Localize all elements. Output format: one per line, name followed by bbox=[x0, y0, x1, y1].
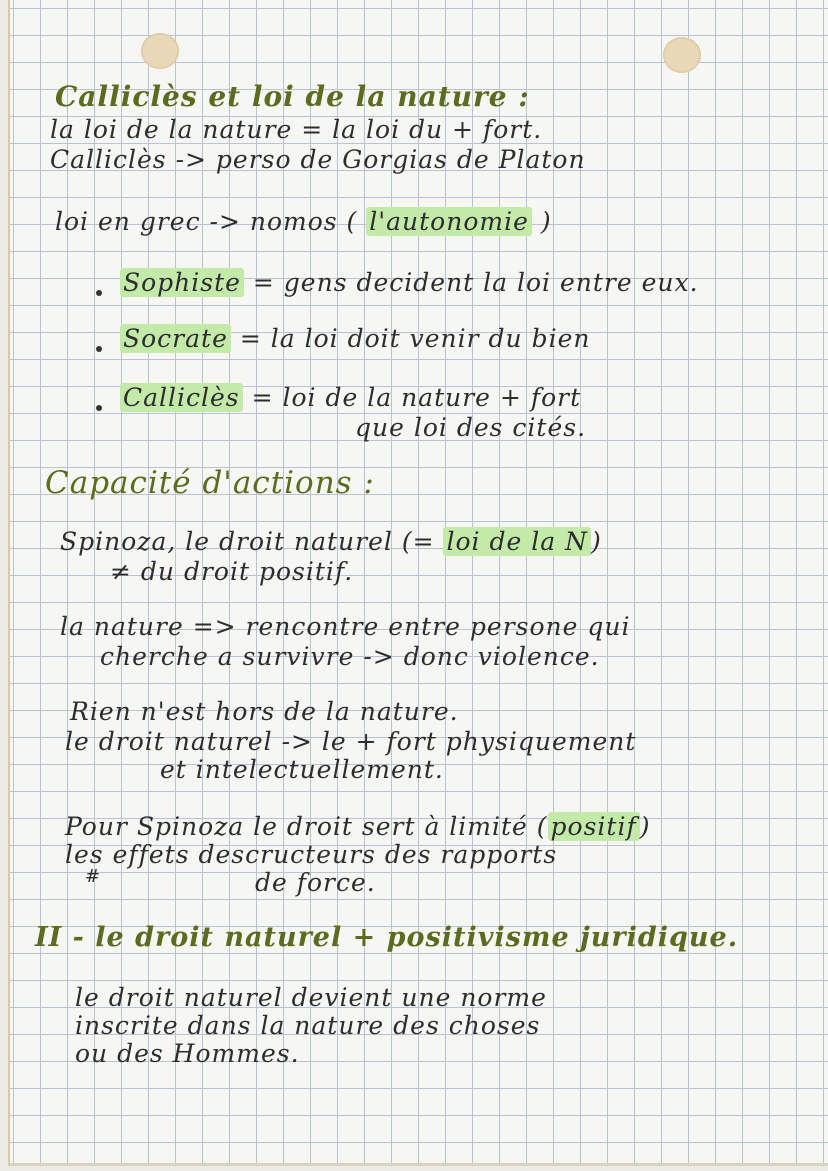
text: ) bbox=[639, 812, 651, 841]
text: Spinoza, le droit naturel (= bbox=[60, 527, 444, 556]
text: = la loi doit venir du bien bbox=[230, 324, 591, 353]
bullet-icon bbox=[96, 346, 102, 352]
note-line bbox=[60, 527, 602, 556]
highlighted-text: l'autonomie bbox=[366, 207, 532, 236]
section1-title: Calliclès et loi de la nature : bbox=[55, 80, 530, 113]
highlighted-text: positif bbox=[548, 812, 640, 841]
note-line: la nature => rencontre entre persone qui bbox=[60, 612, 631, 641]
bullet-icon bbox=[96, 290, 102, 296]
note-line: Rien n'est hors de la nature. bbox=[70, 697, 459, 726]
note-line: cherche a survivre -> donc violence. bbox=[100, 642, 600, 671]
note-line bbox=[55, 207, 552, 236]
bullet-item bbox=[120, 324, 590, 353]
note-line: le droit naturel -> le + fort physiquement bbox=[65, 727, 637, 756]
note-mark: # bbox=[85, 866, 102, 887]
highlighted-term: Sophiste bbox=[120, 268, 244, 297]
punch-hole-left bbox=[141, 33, 179, 69]
note-line: de force. bbox=[255, 868, 376, 897]
note-line: ≠ du droit positif. bbox=[110, 557, 354, 586]
note-line: les effets descructeurs des rapports bbox=[65, 840, 558, 869]
highlighted-term: Calliclès bbox=[120, 383, 243, 412]
note-line: et intelectuellement. bbox=[160, 755, 444, 784]
note-line: que loi des cités. bbox=[355, 413, 587, 442]
note-line: la loi de la nature = la loi du + fort. bbox=[50, 115, 543, 144]
highlighted-text: loi de la N bbox=[443, 527, 590, 556]
bullet-item bbox=[120, 268, 699, 297]
text: = loi de la nature + fort bbox=[242, 383, 582, 412]
section2-title: Capacité d'actions : bbox=[45, 465, 375, 501]
bullet-icon bbox=[96, 405, 102, 411]
note-line bbox=[65, 812, 651, 841]
note-line: ou des Hommes. bbox=[75, 1039, 300, 1068]
note-line: inscrite dans la nature des choses bbox=[75, 1011, 541, 1040]
text: ) bbox=[590, 527, 602, 556]
note-line: le droit naturel devient une norme bbox=[75, 983, 547, 1012]
section3-title: II - le droit naturel + positivisme juridique. bbox=[35, 922, 739, 953]
bullet-item bbox=[120, 383, 581, 412]
highlighted-term: Socrate bbox=[120, 324, 231, 353]
text: ) bbox=[531, 207, 552, 236]
note-line: Calliclès -> perso de Gorgias de Platon bbox=[50, 145, 586, 174]
text: = gens decident la loi entre eux. bbox=[243, 268, 699, 297]
punch-hole-right bbox=[663, 37, 701, 73]
text: loi en grec -> nomos ( bbox=[55, 207, 367, 236]
text: Pour Spinoza le droit sert à limité ( bbox=[65, 812, 548, 841]
